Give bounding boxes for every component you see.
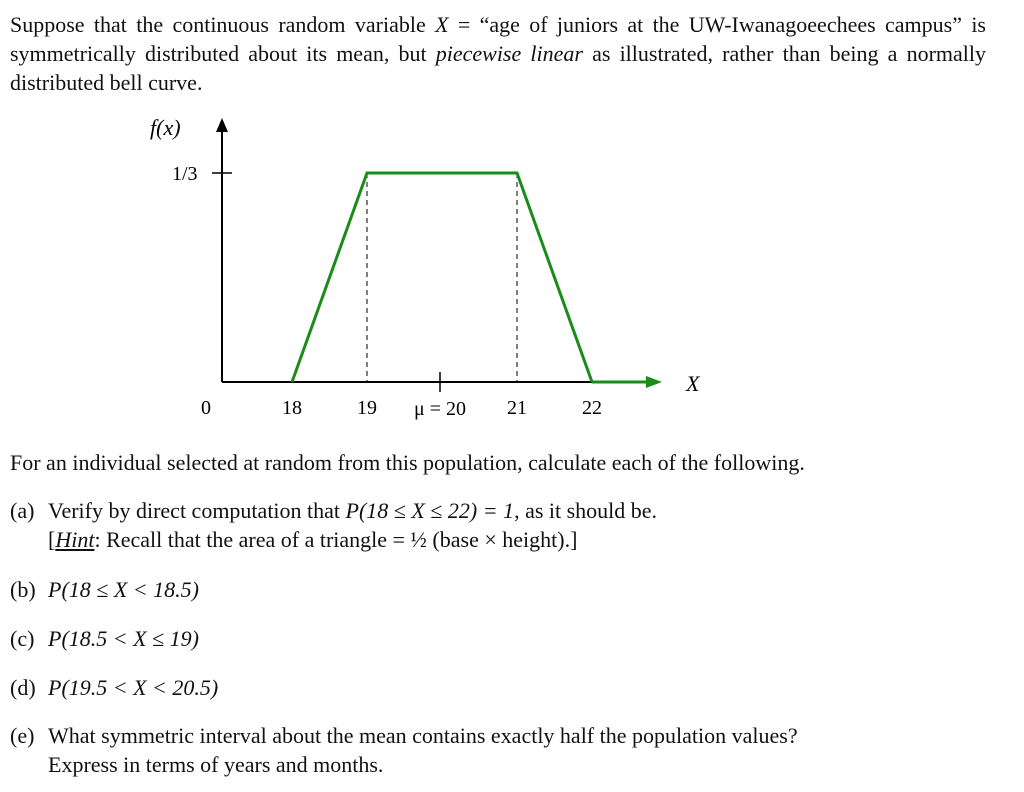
question-b-expr: P(18 ≤ X < 18.5)	[48, 577, 199, 602]
question-e-label: (e)	[10, 723, 35, 748]
x-tick-label-22: 22	[582, 397, 602, 419]
intro-text-3: as illustrated, rather than being a normally distributed bell curve.	[10, 41, 986, 95]
question-c-label: (c)	[10, 626, 35, 651]
intro-paragraph	[10, 10, 986, 97]
question-a-label: (a)	[10, 498, 35, 523]
question-a	[10, 496, 986, 554]
prompt-text: For an individual selected at random from this population, calculate each of the following.	[10, 450, 805, 475]
question-b	[10, 575, 986, 604]
x-tick-label-21: 21	[507, 397, 527, 419]
intro-text-1: Suppose that the continuous random variable	[10, 12, 436, 37]
y-axis-label: f(x)	[150, 115, 181, 140]
pdf-curve	[292, 173, 592, 382]
question-a-text-2: , as it should be.	[514, 498, 658, 523]
pdf-chart	[0, 110, 1024, 440]
x-tick-label-18: 18	[282, 397, 302, 419]
question-c	[10, 624, 986, 653]
question-d	[10, 673, 986, 702]
question-e-line-2: Express in terms of years and months.	[48, 752, 384, 777]
question-a-text-1: Verify by direct computation that	[48, 498, 346, 523]
question-d-label: (d)	[10, 675, 36, 700]
question-d-expr: P(19.5 < X < 20.5)	[48, 675, 219, 700]
x-axis-label: X	[686, 371, 700, 396]
y-axis-arrow-icon	[216, 118, 228, 132]
x-tick-label-19: 19	[357, 397, 377, 419]
hint-open: [	[48, 527, 56, 552]
origin-label: 0	[201, 397, 211, 419]
intro-variable: X	[435, 12, 449, 37]
intro-text-2: = “age of juniors at the UW-Iwanagoeechees campus” is symmetrically distributed about its mean, but	[10, 12, 986, 66]
intro-emphasis: piecewise linear	[435, 41, 583, 66]
question-a-expr: P(18 ≤ X ≤ 22) = 1	[345, 498, 515, 523]
question-b-label: (b)	[10, 577, 36, 602]
question-e-line-1: What symmetric interval about the mean contains exactly half the population values?	[48, 723, 798, 748]
y-tick-label: 1/3	[172, 163, 198, 185]
hint-text: : Recall that the area of a triangle = ½ (base × height).]	[94, 527, 578, 552]
hint-word: Hint	[55, 527, 95, 552]
x-axis-arrow-icon	[646, 376, 662, 388]
question-e	[10, 721, 986, 779]
mean-label: μ = 20	[413, 398, 467, 420]
question-c-expr: P(18.5 < X ≤ 19)	[48, 626, 199, 651]
